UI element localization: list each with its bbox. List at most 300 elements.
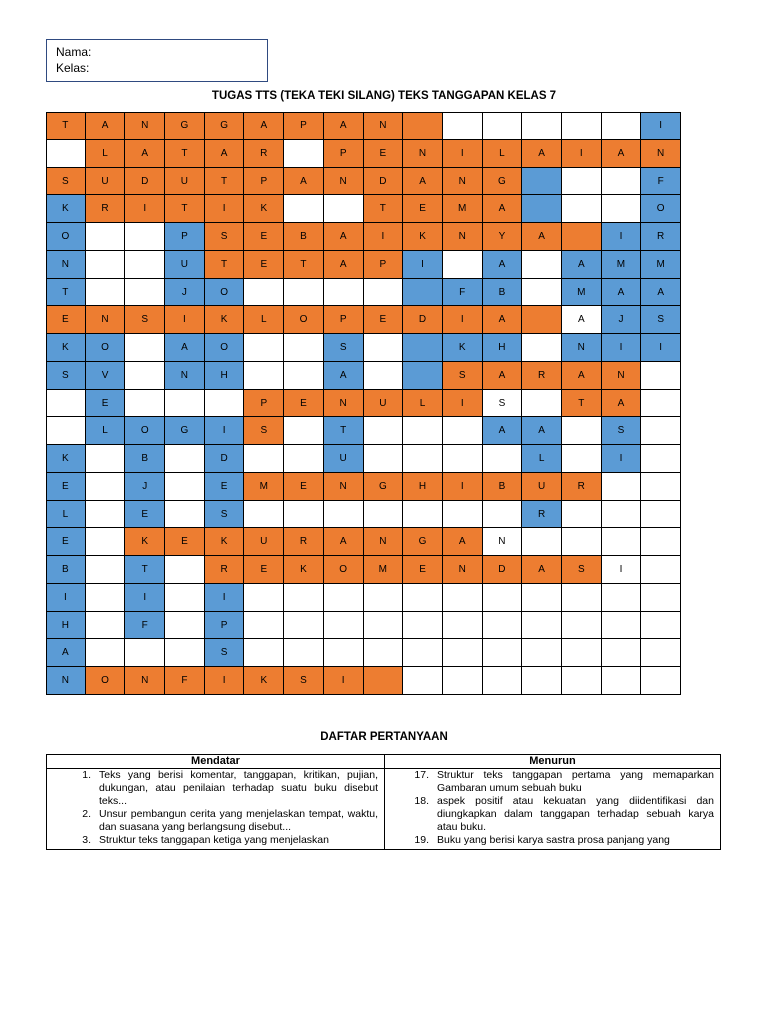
grid-cell: N bbox=[324, 168, 364, 196]
grid-cell: A bbox=[324, 528, 364, 556]
clue-number: 1. bbox=[82, 769, 91, 781]
grid-cell bbox=[86, 639, 126, 667]
grid-cell bbox=[602, 667, 642, 695]
grid-cell: E bbox=[46, 473, 86, 501]
grid-cell: E bbox=[284, 473, 324, 501]
grid-cell: F bbox=[443, 279, 483, 307]
grid-cell: A bbox=[324, 362, 364, 390]
grid-cell: N bbox=[165, 362, 205, 390]
grid-cell: A bbox=[244, 112, 284, 140]
grid-cell bbox=[483, 584, 523, 612]
grid-cell bbox=[86, 223, 126, 251]
grid-cell: O bbox=[86, 667, 126, 695]
grid-cell: I bbox=[641, 112, 681, 140]
grid-cell: I bbox=[125, 584, 165, 612]
grid-cell bbox=[641, 445, 681, 473]
grid-cell: M bbox=[562, 279, 602, 307]
grid-cell: B bbox=[483, 473, 523, 501]
grid-cell: N bbox=[443, 556, 483, 584]
grid-cell: M bbox=[364, 556, 404, 584]
clue-item bbox=[385, 795, 720, 834]
grid-cell: I bbox=[324, 667, 364, 695]
grid-cell: S bbox=[324, 334, 364, 362]
grid-cell: A bbox=[522, 223, 562, 251]
grid-cell bbox=[522, 667, 562, 695]
grid-cell: D bbox=[364, 168, 404, 196]
grid-cell: M bbox=[602, 251, 642, 279]
grid-cell: F bbox=[125, 612, 165, 640]
grid-cell bbox=[125, 223, 165, 251]
grid-cell bbox=[403, 112, 443, 140]
grid-cell bbox=[522, 334, 562, 362]
grid-cell bbox=[641, 639, 681, 667]
grid-cell: G bbox=[165, 417, 205, 445]
grid-cell: R bbox=[284, 528, 324, 556]
grid-cell bbox=[522, 612, 562, 640]
grid-cell bbox=[403, 584, 443, 612]
grid-cell bbox=[284, 501, 324, 529]
grid-cell bbox=[403, 362, 443, 390]
grid-cell bbox=[602, 501, 642, 529]
grid-cell bbox=[165, 556, 205, 584]
grid-cell: I bbox=[46, 584, 86, 612]
grid-cell: G bbox=[364, 473, 404, 501]
clue-number: 18. bbox=[414, 795, 429, 807]
grid-cell bbox=[641, 501, 681, 529]
grid-cell: H bbox=[403, 473, 443, 501]
mendatar-header: Mendatar bbox=[47, 755, 385, 769]
grid-cell: N bbox=[324, 473, 364, 501]
grid-cell: P bbox=[284, 112, 324, 140]
grid-cell bbox=[641, 417, 681, 445]
grid-cell bbox=[86, 473, 126, 501]
clue-number: 3. bbox=[82, 834, 91, 846]
grid-cell: A bbox=[125, 140, 165, 168]
clue-text: Unsur pembangun cerita yang menjelaskan tempat, waktu, dan suasana yang berlangsung disebut... bbox=[99, 808, 378, 833]
clue-item bbox=[385, 769, 720, 795]
clue-text: Buku yang berisi karya sastra prosa panjang yang bbox=[437, 834, 670, 846]
menurun-header: Menurun bbox=[385, 755, 721, 769]
grid-cell bbox=[244, 279, 284, 307]
grid-cell: I bbox=[125, 195, 165, 223]
grid-cell: N bbox=[641, 140, 681, 168]
grid-cell: K bbox=[443, 334, 483, 362]
grid-cell bbox=[46, 417, 86, 445]
grid-cell: S bbox=[483, 390, 523, 418]
grid-cell: L bbox=[86, 417, 126, 445]
grid-cell bbox=[443, 584, 483, 612]
grid-cell bbox=[562, 417, 602, 445]
grid-cell: S bbox=[602, 417, 642, 445]
grid-cell bbox=[284, 195, 324, 223]
grid-cell bbox=[443, 112, 483, 140]
grid-cell: A bbox=[483, 195, 523, 223]
grid-cell: N bbox=[443, 168, 483, 196]
grid-cell: T bbox=[165, 140, 205, 168]
identity-box bbox=[46, 39, 268, 82]
grid-cell bbox=[483, 639, 523, 667]
grid-cell: D bbox=[403, 306, 443, 334]
grid-cell bbox=[165, 390, 205, 418]
grid-cell: L bbox=[483, 140, 523, 168]
grid-cell bbox=[483, 612, 523, 640]
grid-cell bbox=[562, 528, 602, 556]
grid-cell: V bbox=[86, 362, 126, 390]
grid-cell: B bbox=[284, 223, 324, 251]
grid-cell: D bbox=[205, 445, 245, 473]
grid-cell: U bbox=[324, 445, 364, 473]
grid-cell bbox=[165, 584, 205, 612]
grid-cell bbox=[165, 501, 205, 529]
grid-cell bbox=[562, 195, 602, 223]
grid-cell: A bbox=[483, 362, 523, 390]
grid-cell: I bbox=[205, 667, 245, 695]
grid-cell bbox=[522, 390, 562, 418]
grid-cell bbox=[403, 334, 443, 362]
grid-cell: K bbox=[284, 556, 324, 584]
grid-cell: E bbox=[364, 140, 404, 168]
grid-cell: H bbox=[483, 334, 523, 362]
grid-cell: O bbox=[324, 556, 364, 584]
kelas-label: Kelas: bbox=[56, 61, 90, 75]
grid-cell: L bbox=[86, 140, 126, 168]
grid-cell: G bbox=[403, 528, 443, 556]
grid-cell bbox=[324, 639, 364, 667]
grid-cell bbox=[602, 639, 642, 667]
grid-cell: N bbox=[602, 362, 642, 390]
grid-cell bbox=[364, 445, 404, 473]
grid-cell: I bbox=[602, 334, 642, 362]
grid-cell: A bbox=[602, 390, 642, 418]
grid-cell bbox=[562, 112, 602, 140]
grid-cell: R bbox=[562, 473, 602, 501]
grid-cell: R bbox=[244, 140, 284, 168]
grid-cell bbox=[324, 195, 364, 223]
grid-cell bbox=[522, 584, 562, 612]
grid-cell: T bbox=[364, 195, 404, 223]
grid-cell: E bbox=[205, 473, 245, 501]
grid-cell bbox=[562, 667, 602, 695]
grid-cell bbox=[403, 445, 443, 473]
grid-cell: S bbox=[46, 362, 86, 390]
crossword-grid bbox=[46, 112, 681, 695]
grid-cell: T bbox=[284, 251, 324, 279]
grid-cell bbox=[602, 612, 642, 640]
grid-cell bbox=[443, 639, 483, 667]
grid-cell: P bbox=[244, 168, 284, 196]
grid-cell bbox=[244, 584, 284, 612]
grid-cell bbox=[364, 279, 404, 307]
grid-cell: I bbox=[602, 445, 642, 473]
grid-cell: T bbox=[46, 112, 86, 140]
grid-cell bbox=[602, 112, 642, 140]
grid-cell bbox=[602, 168, 642, 196]
grid-cell: N bbox=[364, 112, 404, 140]
grid-cell bbox=[522, 639, 562, 667]
grid-cell: A bbox=[86, 112, 126, 140]
grid-cell: K bbox=[46, 334, 86, 362]
grid-cell: T bbox=[46, 279, 86, 307]
grid-cell: I bbox=[205, 195, 245, 223]
grid-cell bbox=[641, 612, 681, 640]
grid-cell: O bbox=[284, 306, 324, 334]
grid-cell: A bbox=[403, 168, 443, 196]
grid-cell: A bbox=[522, 140, 562, 168]
grid-cell: R bbox=[522, 501, 562, 529]
grid-cell: S bbox=[244, 417, 284, 445]
grid-cell bbox=[641, 390, 681, 418]
grid-cell: L bbox=[244, 306, 284, 334]
grid-cell: S bbox=[205, 223, 245, 251]
grid-cell: K bbox=[244, 667, 284, 695]
clue-text: Struktur teks tanggapan ketiga yang menjelaskan bbox=[99, 834, 329, 846]
grid-cell bbox=[125, 279, 165, 307]
grid-cell: N bbox=[125, 112, 165, 140]
grid-cell: A bbox=[562, 306, 602, 334]
grid-cell: N bbox=[562, 334, 602, 362]
grid-cell bbox=[125, 251, 165, 279]
grid-cell bbox=[522, 195, 562, 223]
grid-cell bbox=[364, 584, 404, 612]
grid-cell bbox=[562, 612, 602, 640]
clue-item bbox=[47, 769, 384, 808]
grid-cell: I bbox=[443, 390, 483, 418]
grid-cell: E bbox=[364, 306, 404, 334]
grid-cell: E bbox=[244, 556, 284, 584]
grid-cell bbox=[403, 501, 443, 529]
grid-cell bbox=[244, 639, 284, 667]
grid-cell bbox=[364, 417, 404, 445]
grid-cell: N bbox=[324, 390, 364, 418]
grid-cell: H bbox=[205, 362, 245, 390]
grid-cell: P bbox=[165, 223, 205, 251]
grid-cell: J bbox=[602, 306, 642, 334]
grid-cell: R bbox=[205, 556, 245, 584]
grid-cell: A bbox=[602, 140, 642, 168]
grid-cell bbox=[86, 528, 126, 556]
grid-cell: I bbox=[641, 334, 681, 362]
grid-cell bbox=[562, 501, 602, 529]
grid-cell bbox=[602, 584, 642, 612]
grid-cell: A bbox=[324, 223, 364, 251]
grid-cell: R bbox=[641, 223, 681, 251]
grid-cell: I bbox=[602, 223, 642, 251]
grid-cell bbox=[284, 417, 324, 445]
grid-cell: K bbox=[205, 528, 245, 556]
grid-cell bbox=[443, 501, 483, 529]
page-title: TUGAS TTS (TEKA TEKI SILANG) TEKS TANGGAPAN KELAS 7 bbox=[211, 90, 557, 102]
grid-cell: T bbox=[205, 251, 245, 279]
grid-cell: E bbox=[403, 195, 443, 223]
grid-cell bbox=[324, 501, 364, 529]
grid-cell: I bbox=[562, 140, 602, 168]
grid-cell bbox=[86, 501, 126, 529]
grid-cell: N bbox=[403, 140, 443, 168]
grid-cell: A bbox=[284, 168, 324, 196]
grid-cell bbox=[125, 334, 165, 362]
grid-cell: L bbox=[522, 445, 562, 473]
grid-cell: E bbox=[46, 528, 86, 556]
grid-cell bbox=[86, 279, 126, 307]
grid-cell: A bbox=[483, 251, 523, 279]
grid-cell: U bbox=[165, 251, 205, 279]
grid-cell: I bbox=[443, 140, 483, 168]
grid-cell bbox=[364, 612, 404, 640]
grid-cell bbox=[165, 639, 205, 667]
grid-cell bbox=[443, 667, 483, 695]
grid-cell bbox=[641, 528, 681, 556]
clue-number: 17. bbox=[414, 769, 429, 781]
grid-cell: I bbox=[403, 251, 443, 279]
grid-cell bbox=[443, 445, 483, 473]
grid-cell bbox=[522, 251, 562, 279]
grid-cell: A bbox=[205, 140, 245, 168]
clue-item bbox=[47, 834, 384, 847]
grid-cell bbox=[522, 168, 562, 196]
grid-cell: I bbox=[364, 223, 404, 251]
grid-cell bbox=[483, 112, 523, 140]
grid-cell: K bbox=[244, 195, 284, 223]
grid-cell: E bbox=[284, 390, 324, 418]
grid-cell: N bbox=[483, 528, 523, 556]
grid-cell: T bbox=[125, 556, 165, 584]
grid-cell: K bbox=[46, 195, 86, 223]
grid-cell: S bbox=[125, 306, 165, 334]
grid-cell bbox=[244, 501, 284, 529]
grid-cell bbox=[522, 112, 562, 140]
grid-cell: K bbox=[403, 223, 443, 251]
mendatar-list bbox=[47, 769, 384, 849]
grid-cell: P bbox=[324, 140, 364, 168]
grid-cell: E bbox=[403, 556, 443, 584]
grid-cell bbox=[641, 584, 681, 612]
grid-cell: U bbox=[364, 390, 404, 418]
grid-cell bbox=[562, 168, 602, 196]
grid-cell bbox=[244, 612, 284, 640]
clue-text: aspek positif atau kekuatan yang diidentifikasi dan diungkapkan dalam tanggapan terhadap sebuah karya atau buku. bbox=[437, 795, 714, 833]
grid-cell: U bbox=[244, 528, 284, 556]
grid-cell bbox=[125, 639, 165, 667]
grid-cell bbox=[403, 639, 443, 667]
grid-cell: U bbox=[165, 168, 205, 196]
grid-cell bbox=[284, 639, 324, 667]
grid-cell bbox=[641, 556, 681, 584]
grid-cell: N bbox=[443, 223, 483, 251]
grid-cell bbox=[641, 473, 681, 501]
grid-cell bbox=[483, 501, 523, 529]
grid-cell: A bbox=[641, 279, 681, 307]
grid-cell bbox=[483, 667, 523, 695]
grid-cell: O bbox=[205, 334, 245, 362]
grid-cell bbox=[522, 279, 562, 307]
grid-cell bbox=[522, 528, 562, 556]
grid-cell: D bbox=[483, 556, 523, 584]
grid-cell: I bbox=[602, 556, 642, 584]
grid-cell bbox=[602, 528, 642, 556]
grid-cell: S bbox=[46, 168, 86, 196]
grid-cell: L bbox=[403, 390, 443, 418]
grid-cell: S bbox=[443, 362, 483, 390]
clue-item bbox=[47, 808, 384, 834]
grid-cell: M bbox=[244, 473, 284, 501]
grid-cell bbox=[165, 473, 205, 501]
grid-cell bbox=[284, 445, 324, 473]
grid-cell: I bbox=[205, 584, 245, 612]
grid-cell: E bbox=[244, 251, 284, 279]
grid-cell: A bbox=[483, 417, 523, 445]
grid-cell: P bbox=[364, 251, 404, 279]
grid-cell bbox=[46, 390, 86, 418]
grid-cell: E bbox=[165, 528, 205, 556]
grid-cell bbox=[244, 445, 284, 473]
grid-cell: T bbox=[205, 168, 245, 196]
grid-cell bbox=[324, 612, 364, 640]
grid-cell bbox=[284, 334, 324, 362]
grid-cell: D bbox=[125, 168, 165, 196]
grid-cell bbox=[443, 417, 483, 445]
grid-cell: O bbox=[46, 223, 86, 251]
grid-cell: A bbox=[165, 334, 205, 362]
grid-cell: R bbox=[522, 362, 562, 390]
grid-cell: A bbox=[443, 528, 483, 556]
grid-cell: S bbox=[205, 639, 245, 667]
grid-cell: E bbox=[46, 306, 86, 334]
grid-cell: K bbox=[46, 445, 86, 473]
grid-cell bbox=[641, 362, 681, 390]
grid-cell: L bbox=[46, 501, 86, 529]
grid-cell bbox=[602, 195, 642, 223]
grid-cell bbox=[46, 140, 86, 168]
grid-cell bbox=[403, 417, 443, 445]
grid-cell: S bbox=[562, 556, 602, 584]
grid-cell: K bbox=[125, 528, 165, 556]
grid-cell: S bbox=[284, 667, 324, 695]
grid-cell bbox=[364, 639, 404, 667]
grid-cell: P bbox=[324, 306, 364, 334]
grid-cell: O bbox=[125, 417, 165, 445]
grid-cell: A bbox=[562, 251, 602, 279]
grid-cell bbox=[562, 223, 602, 251]
grid-cell bbox=[324, 584, 364, 612]
grid-cell: R bbox=[86, 195, 126, 223]
grid-cell: A bbox=[602, 279, 642, 307]
grid-cell: A bbox=[324, 251, 364, 279]
grid-cell: T bbox=[324, 417, 364, 445]
grid-cell: N bbox=[125, 667, 165, 695]
grid-cell: B bbox=[483, 279, 523, 307]
grid-cell bbox=[284, 140, 324, 168]
grid-cell bbox=[364, 501, 404, 529]
grid-cell bbox=[443, 251, 483, 279]
grid-cell: A bbox=[522, 556, 562, 584]
grid-cell: M bbox=[443, 195, 483, 223]
grid-cell bbox=[86, 584, 126, 612]
grid-cell bbox=[284, 279, 324, 307]
grid-cell bbox=[324, 279, 364, 307]
grid-cell bbox=[364, 667, 404, 695]
questions-title: DAFTAR PERTANYAAN bbox=[320, 731, 448, 743]
grid-cell: A bbox=[522, 417, 562, 445]
grid-cell: A bbox=[324, 112, 364, 140]
grid-cell: G bbox=[483, 168, 523, 196]
grid-cell bbox=[165, 445, 205, 473]
grid-cell: T bbox=[562, 390, 602, 418]
grid-cell: S bbox=[641, 306, 681, 334]
grid-cell bbox=[562, 639, 602, 667]
grid-cell bbox=[522, 306, 562, 334]
grid-cell: F bbox=[165, 667, 205, 695]
grid-cell: E bbox=[125, 501, 165, 529]
